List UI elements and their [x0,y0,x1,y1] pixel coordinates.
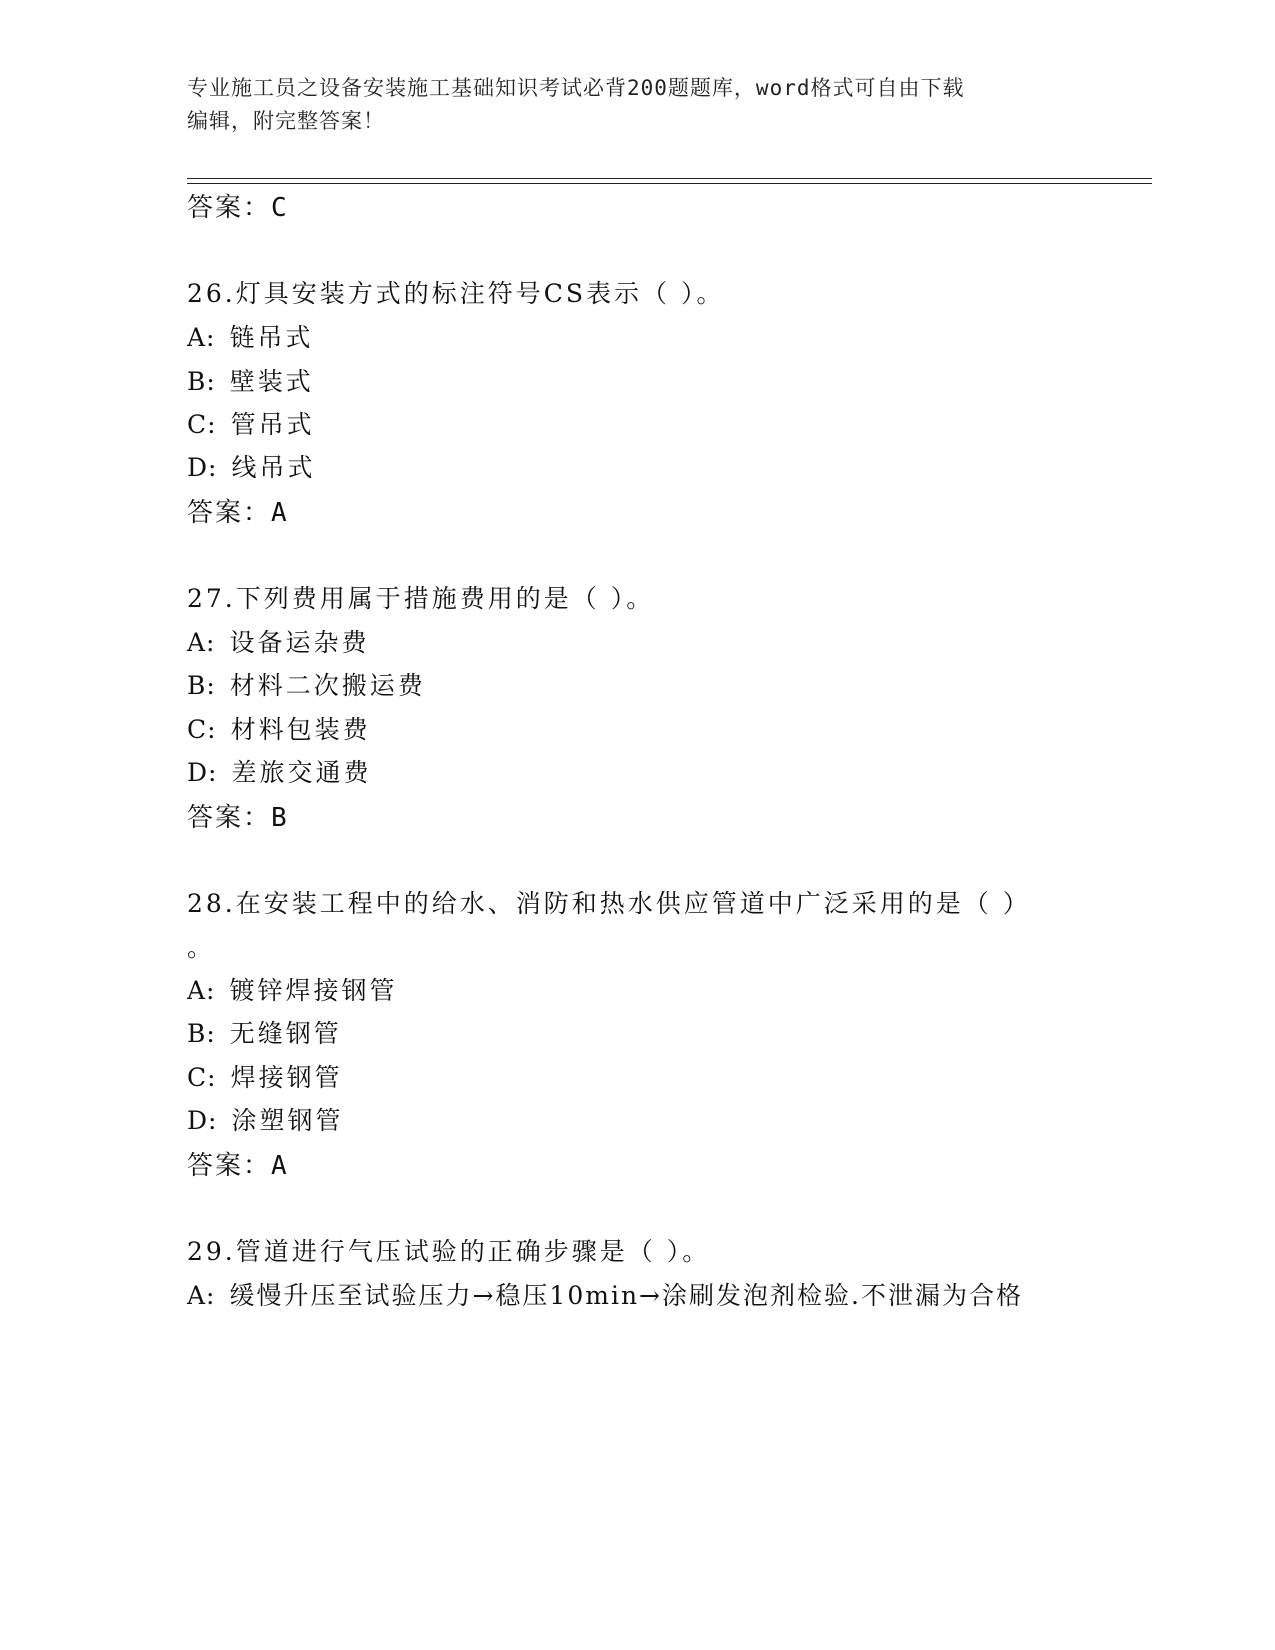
answer-label: 答案： [187,803,272,833]
question-number: 29. [187,1237,236,1266]
question-27-answer [187,797,287,834]
document-header [187,72,1067,138]
answer-label: 答案： [187,193,272,223]
option-letter: B: [187,671,216,700]
question-26-stem [187,274,724,310]
option-letter: A: [187,976,216,1005]
option-text: 无缝钢管 [229,1019,342,1048]
option-letter: A: [187,1281,216,1310]
question-28-option-c [187,1058,343,1094]
option-text: 涂塑钢管 [231,1106,344,1135]
question-text: 管道进行气压试验的正确步骤是（ ）。 [235,1237,711,1266]
question-number: 27. [187,584,236,613]
option-letter: B: [187,1019,216,1048]
header-title-line-1: 专业施工员之设备安装施工基础知识考试必背200题题库，word格式可自由下载 [187,76,965,100]
option-letter: A: [187,628,216,657]
question-27-stem [187,579,654,615]
question-27-option-d [187,753,371,789]
answer-value: A [271,498,287,528]
question-26-option-c [187,405,315,441]
question-27-option-a [187,623,370,659]
option-text: 焊接钢管 [230,1063,343,1092]
question-29-stem [187,1232,710,1268]
question-26-option-d [187,448,315,484]
question-28-option-d [187,1101,343,1137]
option-text: 链吊式 [229,323,314,352]
option-text: 管吊式 [230,410,315,439]
option-letter: D: [187,453,218,482]
option-letter: D: [187,1106,218,1135]
question-text: 在安装工程中的给水、消防和热水供应管道中广泛采用的是（ ） [235,889,1031,918]
question-26-option-b [187,362,314,398]
option-text: 壁装式 [229,367,314,396]
question-28-stem-continuation [187,928,215,964]
option-letter: C: [187,715,217,744]
question-text-continued: 。 [187,933,216,962]
answer-value: A [271,1151,287,1181]
question-number: 28. [187,889,236,918]
option-text: 镀锌焊接钢管 [229,976,398,1005]
option-text: 材料二次搬运费 [229,671,426,700]
option-letter: C: [187,410,217,439]
answer-line-prev [187,187,287,224]
option-letter: B: [187,367,216,396]
question-number: 26. [187,279,236,308]
question-28-option-a [187,971,398,1007]
question-27-option-c [187,710,371,746]
answer-label: 答案： [187,1151,272,1181]
answer-value: B [271,803,287,833]
header-divider-top [187,178,1152,179]
option-letter: D: [187,758,218,787]
header-title-line-2: 编辑，附完整答案！ [187,109,385,133]
option-text: 设备运杂费 [229,628,370,657]
question-26-option-a [187,318,314,354]
header-divider-bottom [187,183,1152,184]
option-text: 材料包装费 [230,715,371,744]
question-28-option-b [187,1014,342,1050]
option-letter: A: [187,323,216,352]
question-28-answer [187,1145,287,1182]
question-29-option-a [187,1276,1023,1312]
option-text: 缓慢升压至试验压力→稳压10min→涂刷发泡剂检验.不泄漏为合格 [229,1281,1023,1310]
answer-value: C [271,193,287,223]
question-28-stem [187,884,1031,920]
option-text: 线吊式 [231,453,316,482]
question-text: 下列费用属于措施费用的是（ ）。 [235,584,655,613]
answer-label: 答案： [187,498,272,528]
question-27-option-b [187,666,426,702]
option-text: 差旅交通费 [231,758,372,787]
question-26-answer [187,492,287,529]
question-text: 灯具安装方式的标注符号CS表示（ ）。 [235,279,725,308]
option-letter: C: [187,1063,217,1092]
